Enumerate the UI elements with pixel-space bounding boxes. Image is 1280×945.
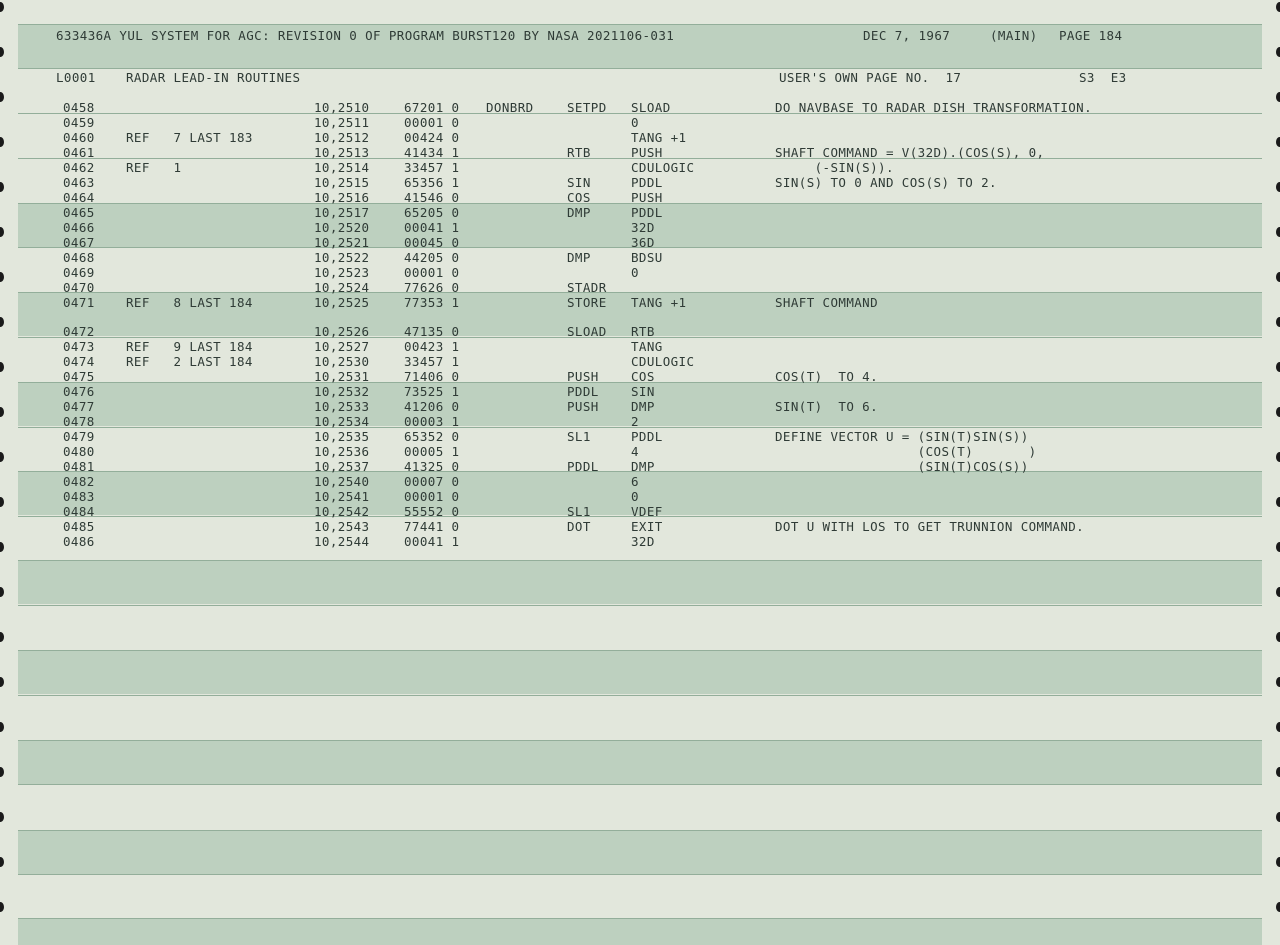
listing-comment: DEFINE VECTOR U = (SIN(T)SIN(S))	[775, 429, 1029, 444]
listing-operand: PUSH	[631, 145, 663, 160]
listing-opcode: SL1	[567, 429, 591, 444]
listing-address: 10,2510	[314, 100, 370, 115]
listing-comment: DOT U WITH LOS TO GET TRUNNION COMMAND.	[775, 519, 1085, 534]
paper-rule	[18, 830, 1262, 831]
listing-line-number: 0465	[63, 205, 95, 220]
listing-octal-code: 65352 0	[404, 429, 460, 444]
listing-opcode: STADR	[567, 280, 607, 295]
listing-line-number: 0478	[63, 414, 95, 429]
listing-line-number: 0470	[63, 280, 95, 295]
listing-comment: SHAFT COMMAND = V(32D).(COS(S), 0,	[775, 145, 1045, 160]
listing-line-number: 0475	[63, 369, 95, 384]
listing-octal-code: 65205 0	[404, 205, 460, 220]
listing-operand: PDDL	[631, 205, 663, 220]
listing-octal-code: 77441 0	[404, 519, 460, 534]
tractor-hole	[1276, 362, 1280, 372]
listing-octal-code: 00001 0	[404, 265, 460, 280]
listing-opcode: SETPD	[567, 100, 607, 115]
listing-operand: CDULOGIC	[631, 160, 695, 175]
listing-opcode: DMP	[567, 205, 591, 220]
listing-opcode: SLOAD	[567, 324, 607, 339]
green-band	[18, 740, 1262, 784]
listing-comment: (COS(T) )	[775, 444, 1037, 459]
listing-line-number: 0464	[63, 190, 95, 205]
tractor-hole	[1276, 47, 1280, 57]
tractor-hole	[1276, 137, 1280, 147]
listing-operand: CDULOGIC	[631, 354, 695, 369]
tractor-hole	[1276, 272, 1280, 282]
listing-line-number: 0463	[63, 175, 95, 190]
listing-opcode: SL1	[567, 504, 591, 519]
listing-octal-code: 00001 0	[404, 115, 460, 130]
listing-operand: TANG +1	[631, 295, 687, 310]
tractor-hole	[0, 182, 4, 192]
listing-ref: REF 8 LAST 184	[126, 295, 253, 310]
listing-operand: 2	[631, 414, 639, 429]
listing-octal-code: 73525 1	[404, 384, 460, 399]
tractor-hole	[0, 587, 4, 597]
tractor-hole	[0, 317, 4, 327]
listing-address: 10,2531	[314, 369, 370, 384]
listing-opcode: SIN	[567, 175, 591, 190]
listing-octal-code: 44205 0	[404, 250, 460, 265]
tractor-hole	[0, 497, 4, 507]
listing-octal-code: 00005 1	[404, 444, 460, 459]
tractor-hole	[1276, 767, 1280, 777]
header-section: (MAIN)	[990, 28, 1038, 43]
paper-rule	[18, 427, 1262, 428]
listing-line-number: 0469	[63, 265, 95, 280]
listing-ref: REF 2 LAST 184	[126, 354, 253, 369]
tractor-hole	[1276, 497, 1280, 507]
listing-operand: SIN	[631, 384, 655, 399]
listing-octal-code: 55552 0	[404, 504, 460, 519]
listing-operand: 32D	[631, 220, 655, 235]
tractor-hole	[0, 47, 4, 57]
paper-rule	[18, 784, 1262, 785]
listing-address: 10,2536	[314, 444, 370, 459]
tractor-hole	[0, 767, 4, 777]
listing-line-number: 0466	[63, 220, 95, 235]
listing-operand: COS	[631, 369, 655, 384]
listing-octal-code: 00007 0	[404, 474, 460, 489]
listing-address: 10,2512	[314, 130, 370, 145]
tractor-hole	[1276, 902, 1280, 912]
listing-ref: REF 1	[126, 160, 182, 175]
listing-line-number: 0473	[63, 339, 95, 354]
tractor-hole	[0, 632, 4, 642]
listing-opcode: DOT	[567, 519, 591, 534]
listing-address: 10,2532	[314, 384, 370, 399]
tractor-hole	[0, 857, 4, 867]
listing-operand: EXIT	[631, 519, 663, 534]
listing-address: 10,2515	[314, 175, 370, 190]
listing-operand: DMP	[631, 459, 655, 474]
tractor-hole	[1276, 587, 1280, 597]
listing-ref: REF 9 LAST 184	[126, 339, 253, 354]
tractor-hole	[0, 2, 4, 12]
listing-line-number: 0483	[63, 489, 95, 504]
green-band	[18, 650, 1262, 694]
listing-opcode: DMP	[567, 250, 591, 265]
listing-address: 10,2543	[314, 519, 370, 534]
listing-line-number: 0481	[63, 459, 95, 474]
tractor-hole	[1276, 632, 1280, 642]
tractor-hole	[1276, 92, 1280, 102]
listing-octal-code: 41325 0	[404, 459, 460, 474]
listing-opcode: PUSH	[567, 369, 599, 384]
listing-address: 10,2525	[314, 295, 370, 310]
tractor-hole	[1276, 227, 1280, 237]
listing-operand: VDEF	[631, 504, 663, 519]
green-band	[18, 918, 1262, 945]
listing-operand: 0	[631, 115, 639, 130]
listing-line-number: 0482	[63, 474, 95, 489]
listing-line-number: 0459	[63, 115, 95, 130]
listing-operand: 4	[631, 444, 639, 459]
listing-address: 10,2526	[314, 324, 370, 339]
listing-operand: 0	[631, 489, 639, 504]
tractor-hole	[1276, 407, 1280, 417]
listing-octal-code: 71406 0	[404, 369, 460, 384]
tractor-hole	[0, 542, 4, 552]
paper-rule	[18, 874, 1262, 875]
listing-address: 10,2517	[314, 205, 370, 220]
listing-address: 10,2522	[314, 250, 370, 265]
listing-address: 10,2521	[314, 235, 370, 250]
listing-comment: (-SIN(S)).	[775, 160, 894, 175]
tractor-hole	[0, 902, 4, 912]
log-title: RADAR LEAD-IN ROUTINES	[126, 70, 301, 85]
listing-address: 10,2511	[314, 115, 370, 130]
listing-address: 10,2541	[314, 489, 370, 504]
paper-rule	[18, 650, 1262, 651]
listing-line-number: 0462	[63, 160, 95, 175]
paper-rule	[18, 560, 1262, 561]
listing-address: 10,2542	[314, 504, 370, 519]
paper-rule	[18, 605, 1262, 606]
listing-opcode: PDDL	[567, 384, 599, 399]
listing-operand: DMP	[631, 399, 655, 414]
listing-address: 10,2524	[314, 280, 370, 295]
users-own-page: USER'S OWN PAGE NO. 17	[779, 70, 962, 85]
paper-rule	[18, 740, 1262, 741]
listing-line-number: 0476	[63, 384, 95, 399]
listing-operand: TANG +1	[631, 130, 687, 145]
listing-label: DONBRD	[486, 100, 534, 115]
listing-line-number: 0474	[63, 354, 95, 369]
listing-line-number: 0484	[63, 504, 95, 519]
listing-operand: BDSU	[631, 250, 663, 265]
tractor-hole	[1276, 677, 1280, 687]
page-codes: S3 E3	[1079, 70, 1127, 85]
paper-rule	[18, 68, 1262, 69]
tractor-hole	[1276, 182, 1280, 192]
paper-rule	[18, 918, 1262, 919]
listing-operand: PDDL	[631, 429, 663, 444]
listing-octal-code: 41206 0	[404, 399, 460, 414]
listing-octal-code: 47135 0	[404, 324, 460, 339]
listing-octal-code: 77626 0	[404, 280, 460, 295]
listing-octal-code: 00001 0	[404, 489, 460, 504]
listing-address: 10,2514	[314, 160, 370, 175]
listing-address: 10,2513	[314, 145, 370, 160]
tractor-hole	[0, 137, 4, 147]
listing-operand: PUSH	[631, 190, 663, 205]
green-band	[18, 830, 1262, 874]
listing-opcode: PDDL	[567, 459, 599, 474]
header-page: PAGE 184	[1059, 28, 1123, 43]
listing-comment: DO NAVBASE TO RADAR DISH TRANSFORMATION.	[775, 100, 1093, 115]
listing-address: 10,2537	[314, 459, 370, 474]
listing-octal-code: 33457 1	[404, 160, 460, 175]
tractor-hole	[0, 362, 4, 372]
listing-address: 10,2535	[314, 429, 370, 444]
tractor-hole	[0, 452, 4, 462]
listing-operand: 36D	[631, 235, 655, 250]
tractor-hole	[1276, 857, 1280, 867]
listing-line-number: 0471	[63, 295, 95, 310]
listing-line-number: 0468	[63, 250, 95, 265]
paper-rule	[18, 292, 1262, 293]
listing-line-number: 0458	[63, 100, 95, 115]
listing-octal-code: 33457 1	[404, 354, 460, 369]
listing-opcode: RTB	[567, 145, 591, 160]
tractor-hole	[1276, 542, 1280, 552]
listing-address: 10,2523	[314, 265, 370, 280]
paper-rule	[18, 24, 1262, 25]
listing-comment: SHAFT COMMAND	[775, 295, 879, 310]
listing-operand: 0	[631, 265, 639, 280]
tractor-hole	[1276, 2, 1280, 12]
listing-octal-code: 67201 0	[404, 100, 460, 115]
listing-line-number: 0480	[63, 444, 95, 459]
listing-comment: COS(T) TO 4.	[775, 369, 879, 384]
listing-line-number: 0485	[63, 519, 95, 534]
listing-ref: REF 7 LAST 183	[126, 130, 253, 145]
listing-operand: 32D	[631, 534, 655, 549]
listing-octal-code: 00424 0	[404, 130, 460, 145]
listing-comment: SIN(T) TO 6.	[775, 399, 879, 414]
listing-address: 10,2534	[314, 414, 370, 429]
green-band	[18, 560, 1262, 604]
listing-operand: RTB	[631, 324, 655, 339]
listing-octal-code: 00003 1	[404, 414, 460, 429]
listing-octal-code: 65356 1	[404, 175, 460, 190]
tractor-hole	[0, 407, 4, 417]
listing-opcode: COS	[567, 190, 591, 205]
listing-address: 10,2544	[314, 534, 370, 549]
tractor-hole	[1276, 812, 1280, 822]
log-id: L0001	[56, 70, 96, 85]
listing-address: 10,2530	[314, 354, 370, 369]
listing-line-number: 0472	[63, 324, 95, 339]
listing-line-number: 0461	[63, 145, 95, 160]
listing-line-number: 0479	[63, 429, 95, 444]
listing-address: 10,2520	[314, 220, 370, 235]
tractor-hole	[0, 722, 4, 732]
tractor-hole	[0, 92, 4, 102]
listing-comment: (SIN(T)COS(S))	[775, 459, 1029, 474]
tractor-hole	[1276, 452, 1280, 462]
tractor-hole	[0, 812, 4, 822]
listing-octal-code: 41434 1	[404, 145, 460, 160]
listing-operand: 6	[631, 474, 639, 489]
listing-octal-code: 00045 0	[404, 235, 460, 250]
paper-rule	[18, 695, 1262, 696]
header-date: DEC 7, 1967	[863, 28, 951, 43]
listing-address: 10,2533	[314, 399, 370, 414]
listing-line-number: 0467	[63, 235, 95, 250]
listing-address: 10,2516	[314, 190, 370, 205]
listing-octal-code: 00041 1	[404, 534, 460, 549]
listing-line-number: 0477	[63, 399, 95, 414]
listing-octal-code: 77353 1	[404, 295, 460, 310]
listing-operand: SLOAD	[631, 100, 671, 115]
tractor-hole	[1276, 722, 1280, 732]
listing-line-number: 0460	[63, 130, 95, 145]
listing-address: 10,2527	[314, 339, 370, 354]
tractor-hole	[0, 677, 4, 687]
tractor-hole	[1276, 317, 1280, 327]
listing-comment: SIN(S) TO 0 AND COS(S) TO 2.	[775, 175, 997, 190]
listing-opcode: STORE	[567, 295, 607, 310]
listing-octal-code: 41546 0	[404, 190, 460, 205]
listing-operand: PDDL	[631, 175, 663, 190]
tractor-hole	[0, 272, 4, 282]
listing-line-number: 0486	[63, 534, 95, 549]
listing-octal-code: 00423 1	[404, 339, 460, 354]
header-title-line: 633436A YUL SYSTEM FOR AGC: REVISION 0 OF PROGRAM BURST120 BY NASA 2021106-031	[56, 28, 675, 43]
tractor-hole	[0, 227, 4, 237]
listing-octal-code: 00041 1	[404, 220, 460, 235]
listing-opcode: PUSH	[567, 399, 599, 414]
listing-operand: TANG	[631, 339, 663, 354]
listing-address: 10,2540	[314, 474, 370, 489]
